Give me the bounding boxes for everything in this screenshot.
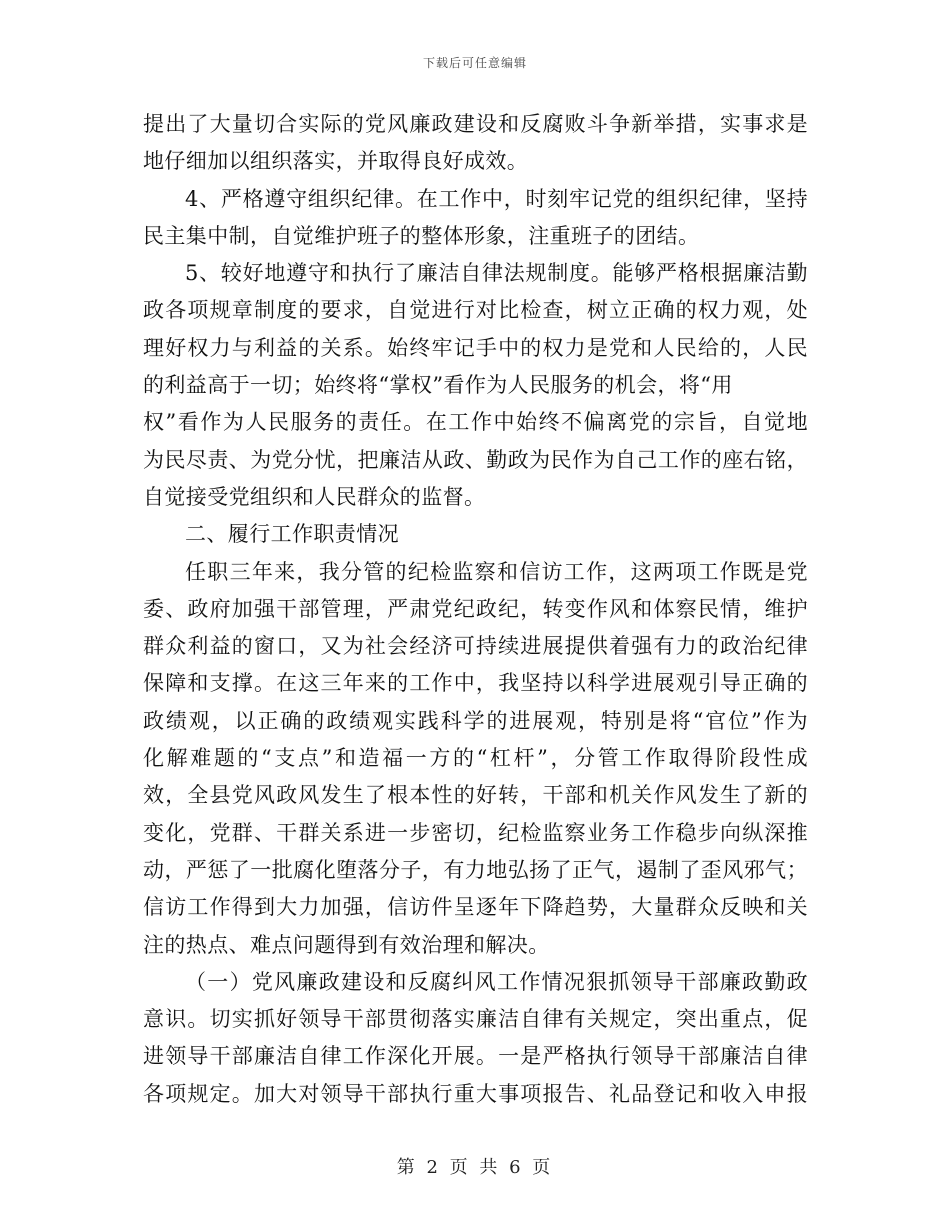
text-line: 委、政府加强干部管理，严肃党纪政纪，转变作风和体察民情，维护 [143, 596, 808, 621]
text-line: 自觉接受党组织和人民群众的监督。 [143, 484, 486, 509]
text-line: 5、较好地遵守和执行了廉洁自律法规制度。能够严格根据廉洁勤 [185, 261, 808, 286]
text-line: 为民尽责、为党分忧，把廉洁从政、勤政为民作为自己工作的座右铭， [143, 447, 808, 472]
text-line: 任职三年来，我分管的纪检监察和信访工作，这两项工作既是党 [185, 559, 808, 584]
text-line: 民主集中制，自觉维护班子的整体形象，注重班子的团结。 [143, 223, 700, 248]
text-line: 注的热点、难点问题得到有效治理和解决。 [143, 932, 550, 957]
text-line: 变化，党群、干群关系进一步密切，纪检监察业务工作稳步向纵深推 [143, 820, 808, 845]
text-line: 意识。切实抓好领导干部贯彻落实廉洁自律有关规定，突出重点，促 [143, 1007, 808, 1032]
text-line: 效，全县党风政风发生了根本性的好转，干部和机关作风发生了新的 [143, 783, 808, 808]
page-footer: 第 2 页 共 6 页 [396, 1157, 554, 1178]
text-line: 保障和支撑。在这三年来的工作中，我坚持以科学进展观引导正确的 [143, 671, 808, 696]
text-line: 群众利益的窗口，又为社会经济可持续进展提供着强有力的政治纪律 [143, 634, 808, 659]
text-line: 政绩观，以正确的政绩观实践科学的进展观，特别是将“官位”作为 [143, 708, 808, 733]
text-line: 提出了大量切合实际的党风廉政建设和反腐败斗争新举措，实事求是 [143, 112, 808, 136]
text-line: 二、履行工作职责情况 [185, 522, 399, 547]
text-line: 理好权力与利益的关系。始终牢记手中的权力是党和人民给的，人民 [143, 335, 808, 360]
text-line: 4、严格遵守组织纪律。在工作中，时刻牢记党的组织纪律，坚持 [185, 186, 808, 211]
text-line: 动，严惩了一批腐化堕落分子，有力地弘扬了正气，遏制了歪风邪气； [143, 857, 808, 882]
text-line: 信访工作得到大力加强，信访件呈逐年下降趋势，大量群众反映和关 [143, 895, 808, 920]
text-line: 化解难题的“支点”和造福一方的“杠杆”，分管工作取得阶段性成 [143, 746, 808, 771]
text-line: 政各项规章制度的要求，自觉进行对比检查，树立正确的权力观，处 [143, 298, 808, 323]
text-line: 地仔细加以组织落实，并取得良好成效。 [143, 149, 529, 174]
header-note: 下载后可任意编辑 [422, 56, 527, 70]
text-line: （一）党风廉政建设和反腐纠风工作情况狠抓领导干部廉政勤政 [185, 969, 808, 994]
text-line: 权”看作为人民服务的责任。在工作中始终不偏离党的宗旨，自觉地 [143, 410, 808, 435]
text-line: 的利益高于一切；始终将“掌权”看作为人民服务的机会，将“用 [143, 373, 733, 398]
body-text [143, 106, 808, 1113]
text-line: 各项规定。加大对领导干部执行重大事项报告、礼品登记和收入申报 [143, 1081, 808, 1106]
text-line: 进领导干部廉洁自律工作深化开展。一是严格执行领导干部廉洁自律 [143, 1044, 808, 1069]
